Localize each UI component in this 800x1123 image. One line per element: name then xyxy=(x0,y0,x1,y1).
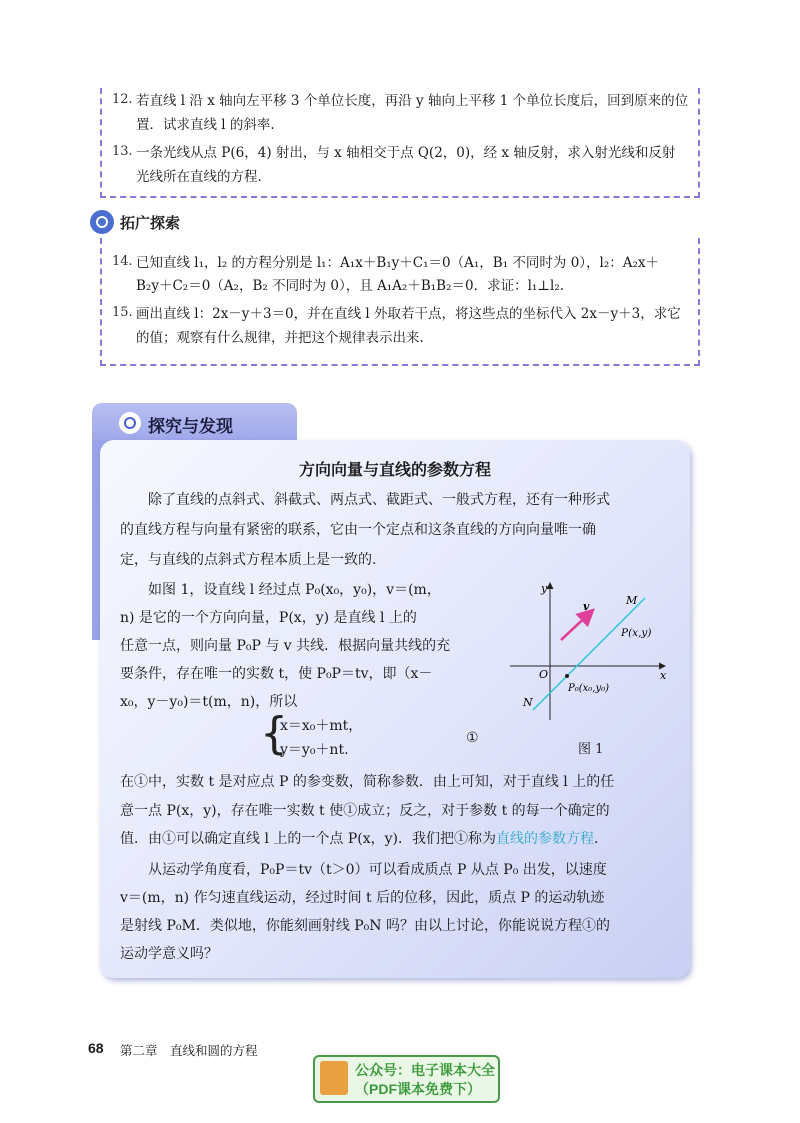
exercise-number: 15. xyxy=(112,305,133,320)
discovery-tab-label: 探究与发现 xyxy=(148,417,233,436)
para4-line: v＝(m，n) 作匀速直线运动，经过时间 t 后的位移，因此，质点 P 的运动轨迹 xyxy=(120,890,605,906)
para3-line: 在①中，实数 t 是对应点 P 的参变数，简称参数．由上可知，对于直线 l 上的任 xyxy=(120,774,615,790)
exercise-number: 14. xyxy=(112,254,133,269)
exercise-text: 已知直线 l₁，l₂ 的方程分别是 l₁：A₁x＋B₁y＋C₁＝0（A₁，B₁ 不同时为 0），l₂：A₂x＋ xyxy=(136,255,660,271)
label-v: v xyxy=(583,600,590,613)
discovery-icon xyxy=(119,412,141,434)
label-m: M xyxy=(626,594,638,607)
label-p0: P₀(x₀,y₀) xyxy=(568,683,610,694)
direction-vector xyxy=(561,610,593,640)
para2-line: 如图 1，设直线 l 经过点 P₀(x₀，y₀)，v＝(m， xyxy=(148,582,441,598)
figure-caption: 图 1 xyxy=(578,742,604,757)
para2-line: x₀，y－y₀)＝t(m，n)，所以 xyxy=(120,694,298,710)
equation-line-1: x＝x₀＋mt， xyxy=(280,718,363,734)
para3-end: . xyxy=(593,831,599,847)
exercise-text: B₂y＋C₂＝0（A₂，B₂ 不同时为 0），且 A₁A₂＋B₁B₂＝0．求证：l₁⊥l₂. xyxy=(136,278,565,294)
watermark-line-1: 公众号：电子课本大全 xyxy=(355,1062,495,1078)
para3-line-last xyxy=(120,829,598,849)
para4-line: 从运动学角度看，P₀P＝tv（t＞0）可以看成质点 P 从点 P₀ 出发，以速度 xyxy=(148,862,607,878)
exercise-number: 12. xyxy=(112,92,133,107)
equation-line-2: y＝y₀＋nt. xyxy=(280,742,349,758)
chapter-title: 第二章 直线和圆的方程 xyxy=(120,1043,258,1058)
intro-line: 的直线方程与向量有紧密的联系，它由一个定点和这条直线的方向向量唯一确 xyxy=(120,522,596,538)
explore-heading xyxy=(90,210,180,234)
page-number: 68 xyxy=(88,1040,104,1056)
para4-line: 是射线 P₀M．类似地，你能刻画射线 P₀N 吗？由以上讨论，你能说说方程①的 xyxy=(120,918,610,934)
para2-line: 要条件，存在唯一的实数 t，使 P₀P＝tv，即（x－ xyxy=(120,666,433,682)
explore-icon xyxy=(90,210,114,234)
label-x: x xyxy=(660,669,667,682)
label-p: P(x,y) xyxy=(621,627,652,639)
label-y: y xyxy=(541,582,548,595)
para2-line: n) 是它的一个方向向量，P(x，y) 是直线 l 上的 xyxy=(120,610,417,626)
para4-line: 运动学意义吗？ xyxy=(120,946,218,962)
explore-title: 拓广探索 xyxy=(120,214,181,232)
label-n: N xyxy=(523,696,533,709)
equation-brace: { xyxy=(260,708,288,759)
para2-line: 任意一点，则向量 P₀P 与 v 共线．根据向量共线的充 xyxy=(120,638,451,654)
book-icon xyxy=(320,1061,348,1095)
figure-1 xyxy=(505,578,675,728)
exercise-text: 的值；观察有什么规律，并把这个规律表示出来. xyxy=(136,330,424,346)
para3-line: 意一点 P(x，y)，存在唯一实数 t 使①成立；反之，对于参数 t 的每一个确定的 xyxy=(120,803,610,819)
exercise-text: 置．试求直线 l 的斜率. xyxy=(136,117,275,133)
point-p0 xyxy=(565,674,569,678)
exercise-text: 画出直线 l：2x－y＋3＝0，并在直线 l 外取若干点，将这些点的坐标代入 2x－y＋3，求它 xyxy=(136,306,681,322)
key-term: 直线的参数方程 xyxy=(495,831,594,847)
watermark-line-2: （PDF课本免费下） xyxy=(355,1081,481,1097)
watermark-stamp xyxy=(313,1055,500,1103)
intro-line: 除了直线的点斜式、斜截式、两点式、截距式、一般式方程，还有一种形式 xyxy=(148,492,610,508)
exercise-text: 若直线 l 沿 x 轴向左平移 3 个单位长度，再沿 y 轴向上平移 1 个单位长度后，回到原来的位 xyxy=(136,93,689,109)
equation-number: ① xyxy=(466,730,479,746)
exercise-text: 一条光线从点 P(6，4) 射出，与 x 轴相交于点 Q(2，0)，经 x 轴反射，求入射光线和反射 xyxy=(136,145,676,161)
discovery-title: 方向向量与直线的参数方程 xyxy=(298,462,491,479)
para3-text: 值．由①可以确定直线 l 上的一个点 P(x，y)．我们把①称为 xyxy=(120,831,496,847)
label-origin: O xyxy=(539,668,549,681)
exercise-text: 光线所在直线的方程. xyxy=(136,169,262,185)
exercise-number: 13. xyxy=(112,144,133,159)
intro-line: 定，与直线的点斜式方程本质上是一致的. xyxy=(120,552,377,568)
